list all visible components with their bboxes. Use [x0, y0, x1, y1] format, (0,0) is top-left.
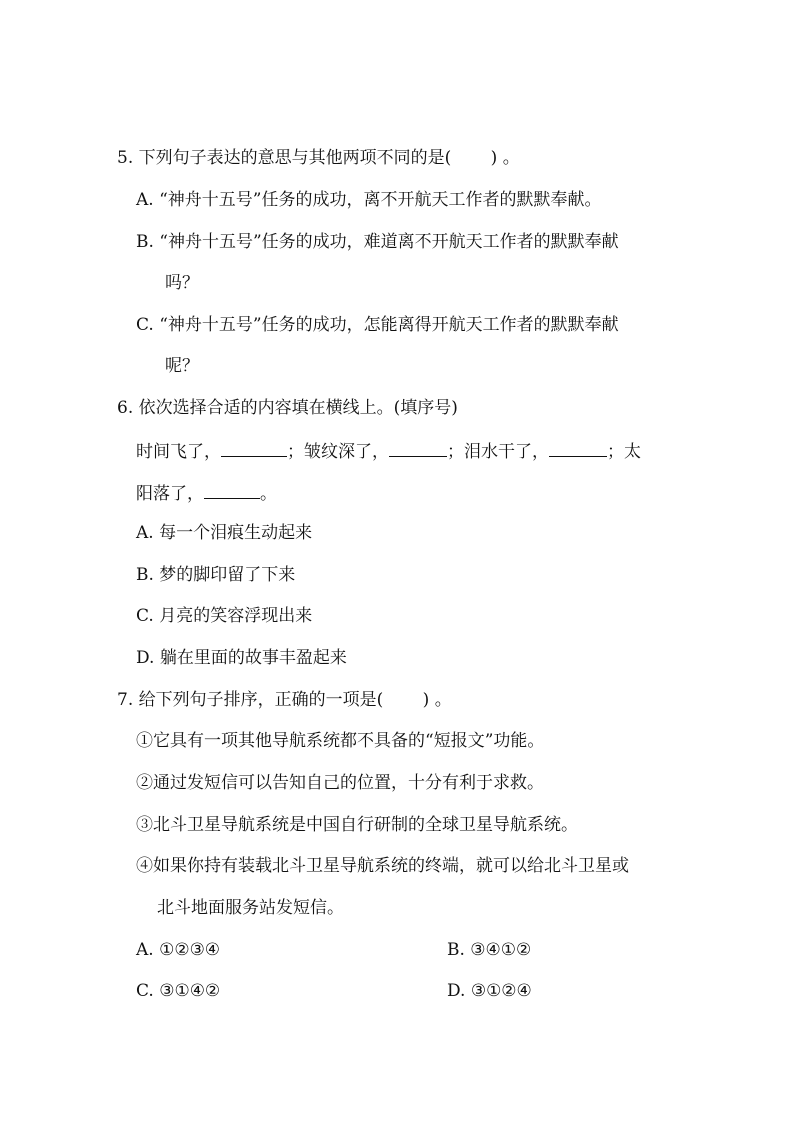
fill-text-5: 阳落了， — [136, 484, 204, 504]
question-7-stem: 7. 给下列句子排序，正确的一项是( ) 。 — [117, 690, 452, 710]
fill-text-3: ；泪水干了， — [447, 442, 549, 462]
question-5-option-c-cont: 呢？ — [165, 356, 199, 376]
answer-blank-4[interactable] — [204, 482, 260, 499]
question-5-stem: 5. 下列句子表达的意思与其他两项不同的是( ) 。 — [117, 148, 520, 168]
question-5-option-b-cont: 吗？ — [165, 273, 199, 293]
question-7-option-b: B. ③④①② — [447, 940, 532, 960]
question-7-sentence-4-cont: 北斗地面服务站发短信。 — [157, 898, 344, 918]
question-6-fill-line-1 — [136, 440, 641, 462]
fill-text-4: ；太 — [607, 442, 641, 462]
answer-blank-3[interactable] — [549, 440, 607, 457]
question-7-sentence-3: ③北斗卫星导航系统是中国自行研制的全球卫星导航系统。 — [136, 815, 578, 835]
fill-text-6: 。 — [260, 484, 277, 504]
question-6-option-c: C. 月亮的笑容浮现出来 — [136, 606, 313, 626]
question-6-fill-line-2 — [136, 482, 277, 504]
question-7-option-a: A. ①②③④ — [136, 940, 221, 960]
fill-text-2: ；皱纹深了， — [287, 442, 389, 462]
fill-text-1: 时间飞了， — [136, 442, 221, 462]
question-6-option-a: A. 每一个泪痕生动起来 — [136, 523, 313, 543]
question-7-sentence-1: ①它具有一项其他导航系统都不具备的“短报文”功能。 — [136, 731, 545, 751]
question-7-option-d: D. ③①②④ — [447, 981, 532, 1001]
question-7-option-c: C. ③①④② — [136, 981, 221, 1001]
question-6-stem: 6. 依次选择合适的内容填在横线上。(填序号) — [117, 398, 458, 418]
question-6-option-b: B. 梦的脚印留了下来 — [136, 565, 296, 585]
question-6-option-d: D. 躺在里面的故事丰盈起来 — [136, 648, 347, 668]
question-5-option-c: C. “神舟十五号”任务的成功，怎能离得开航天工作者的默默奉献 — [136, 315, 619, 335]
question-5-option-a: A. “神舟十五号”任务的成功，离不开航天工作者的默默奉献。 — [136, 190, 602, 210]
question-5-option-b: B. “神舟十五号”任务的成功，难道离不开航天工作者的默默奉献 — [136, 232, 619, 252]
answer-blank-1[interactable] — [221, 440, 287, 457]
question-7-sentence-2: ②通过发短信可以告知自己的位置，十分有利于求救。 — [136, 773, 544, 793]
question-7-sentence-4: ④如果你持有装载北斗卫星导航系统的终端，就可以给北斗卫星或 — [136, 856, 629, 876]
answer-blank-2[interactable] — [389, 440, 447, 457]
